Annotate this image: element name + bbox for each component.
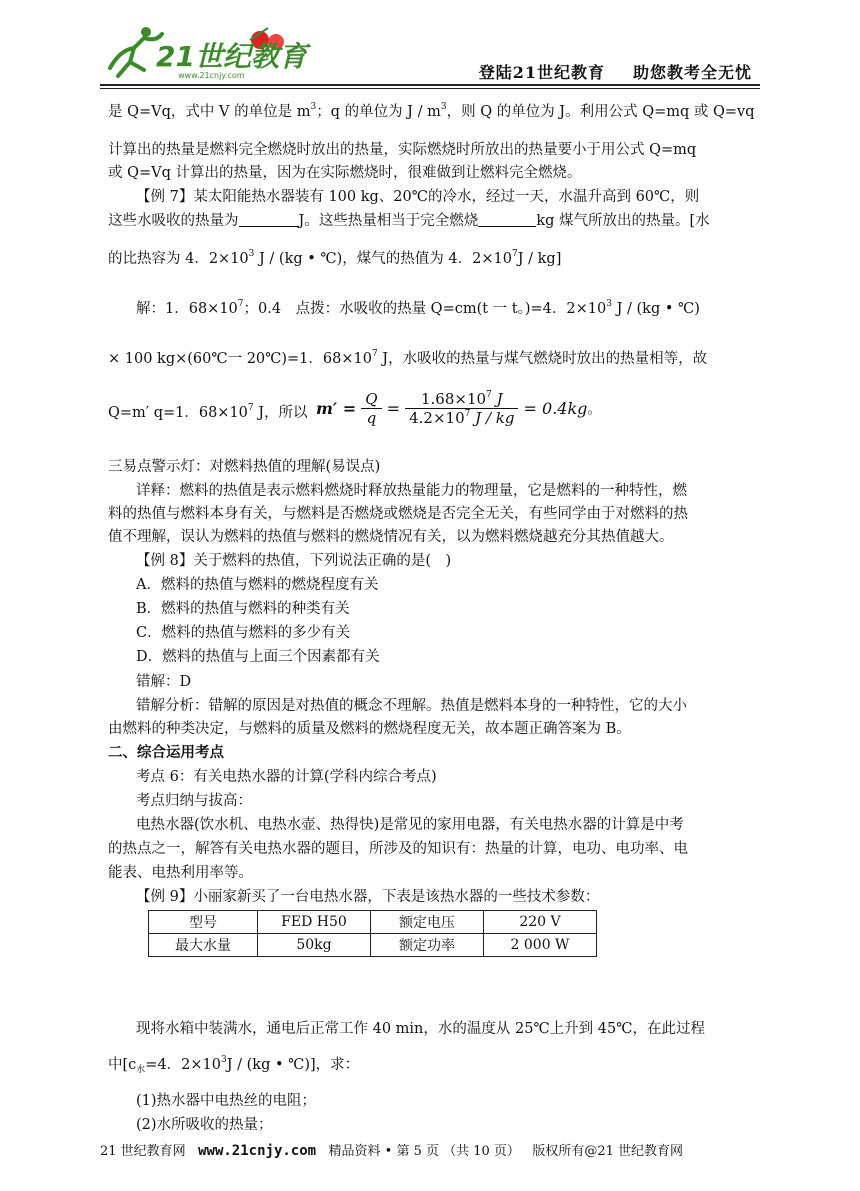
header-slogan: 登陆21世纪教育 助您教考全无忧 (478, 63, 752, 82)
table-cell: FED H50 (258, 911, 371, 934)
footer-site-link[interactable]: www.21cnjy.com (198, 1143, 317, 1159)
answer-blank[interactable] (478, 214, 536, 227)
option-a: A．燃料的热值与燃料的燃烧程度有关 (136, 577, 379, 593)
question-1: (1)热水器中电热丝的电阻； (136, 1093, 317, 1109)
text-line: 由燃料的种类决定，与燃料的质量及燃料的燃烧程度无关，故本题正确答案为 B。 (108, 721, 631, 737)
logo-url: www.21cnjy.com (178, 71, 245, 80)
page-header (100, 20, 760, 82)
table-row (149, 911, 597, 934)
text-line: 的比热容为 4．$2\times 10^3$ J / (kg • ℃)，煤气的热值为 4．$2\times 10^7J / kg$] (108, 249, 562, 267)
formula: m′ = $\frac{Q}{q}$ = $\frac{1.68\times 10^7 J}{4.2\times 10^7 J / kg}$ = 0.4kg。 (316, 390, 602, 427)
wrong-answer: 错解：D (136, 674, 192, 690)
option-d: D．燃料的热值与上面三个因素都有关 (136, 649, 380, 665)
logo (100, 20, 330, 82)
example-8: 【例 8】关于燃料的热值，下列说法正确的是( ) (136, 553, 452, 569)
text-line: 这些水吸收的热量为 J。这些热量相当于完全燃烧 kg 煤气所放出的热量。[水 (108, 213, 710, 229)
text-line: 中[$c_水=4$．$2\times 10^3J / (kg$ • ℃)]，求： (108, 1055, 360, 1075)
solution-line: × 100 kg×(60℃一 20℃)=1．$68\times 10^7$ J，水吸收的热量与煤气燃烧时放出的热量相等，故 (108, 349, 708, 367)
spec-table (148, 910, 597, 957)
text-line: 详释：燃料的热值是表示燃料燃烧时释放热量能力的物理量，它是燃料的一种特性，燃 (136, 483, 687, 499)
table-cell: 50kg (258, 934, 371, 957)
example-7: 【例 7】某太阳能热水器装有 100 kg、20℃的冷水，经过一天，水温升高到 60℃，则 (136, 189, 700, 205)
table-cell: 额定功率 (371, 934, 484, 957)
table-cell: 最大水量 (149, 934, 258, 957)
text-line: 错解分析：错解的原因是对热值的概念不理解。热值是燃料本身的一种特性，它的大小 (136, 698, 687, 714)
text-line: 或 Q=Vq 计算出的热量，因为在实际燃烧时，很难做到让燃料完全燃烧。 (108, 165, 582, 181)
text-line: 考点归纳与拔高： (136, 793, 252, 809)
section-heading: 二、综合运用考点 (108, 744, 224, 761)
table-row (149, 934, 597, 957)
question-2: (2)水所吸收的热量； (136, 1117, 273, 1133)
solution-line: 解：1．$68\times 10^7$；0.4 点拨：水吸收的热量 Q=cm(t 一 t。)=4．$2\times 10^3$ J / (kg • ℃) (136, 299, 700, 317)
answer-blank[interactable] (239, 214, 299, 227)
text-line: 考点 6：有关电热水器的计算(学科内综合考点) (136, 769, 437, 785)
table-cell: 型号 (149, 911, 258, 934)
option-b: B．燃料的热值与燃料的种类有关 (136, 601, 350, 617)
option-c: C．燃料的热值与燃料的多少有关 (136, 625, 351, 641)
table-cell: 额定电压 (371, 911, 484, 934)
text-line: 现将水箱中装满水，通电后正常工作 40 min，水的温度从 25℃上升到 45℃，在此过程 (136, 1021, 705, 1037)
text-line: 值不理解，误认为燃料的热值与燃料的燃烧情况有关，以为燃料燃烧越充分其热值越大。 (108, 529, 674, 545)
header-rule-thin (100, 88, 760, 89)
text-line: 的热点之一，解答有关电热水器的题目，所涉及的知识有：热量的计算，电功、电功率、电 (108, 841, 688, 857)
table-cell: 220 V (484, 911, 597, 934)
text-line: 是 Q=Vq，式中 V 的单位是 $m^3$；q 的单位为 J / $m^3$，则 Q 的单位为 J。利用公式 Q=mq 或 Q=vq (108, 102, 755, 120)
text-line: 料的热值与燃料本身有关，与燃料是否燃烧或燃烧是否完全无关，有些同学由于对燃料的热 (108, 506, 688, 522)
page-footer: 21 世纪教育网 www.21cnjy.com 精品资料 • 第 5 页 （共 10 页） 版权所有@21 世纪教育网 (100, 1143, 684, 1159)
table-cell: 2 000 W (484, 934, 597, 957)
logo-text: 21世纪教育 (156, 40, 307, 73)
text-line: 能表、电热利用率等。 (108, 865, 253, 881)
solution-line: Q=m′ q=1．$68\times 10^7$ J，所以 (108, 403, 308, 421)
example-9: 【例 9】小丽家新买了一台电热水器，下表是该热水器的一些技术参数： (136, 889, 600, 905)
text-line: 计算出的热量是燃料完全燃烧时放出的热量，实际燃烧时所放出的热量要小于用公式 Q=mq (108, 142, 697, 158)
text-line: 电热水器(饮水机、电热水壶、热得快)是常见的家用电器，有关电热水器的计算是中考 (136, 817, 684, 833)
header-rule (100, 84, 760, 86)
section-heading: 三易点警示灯：对燃料热值的理解(易误点) (108, 459, 381, 475)
